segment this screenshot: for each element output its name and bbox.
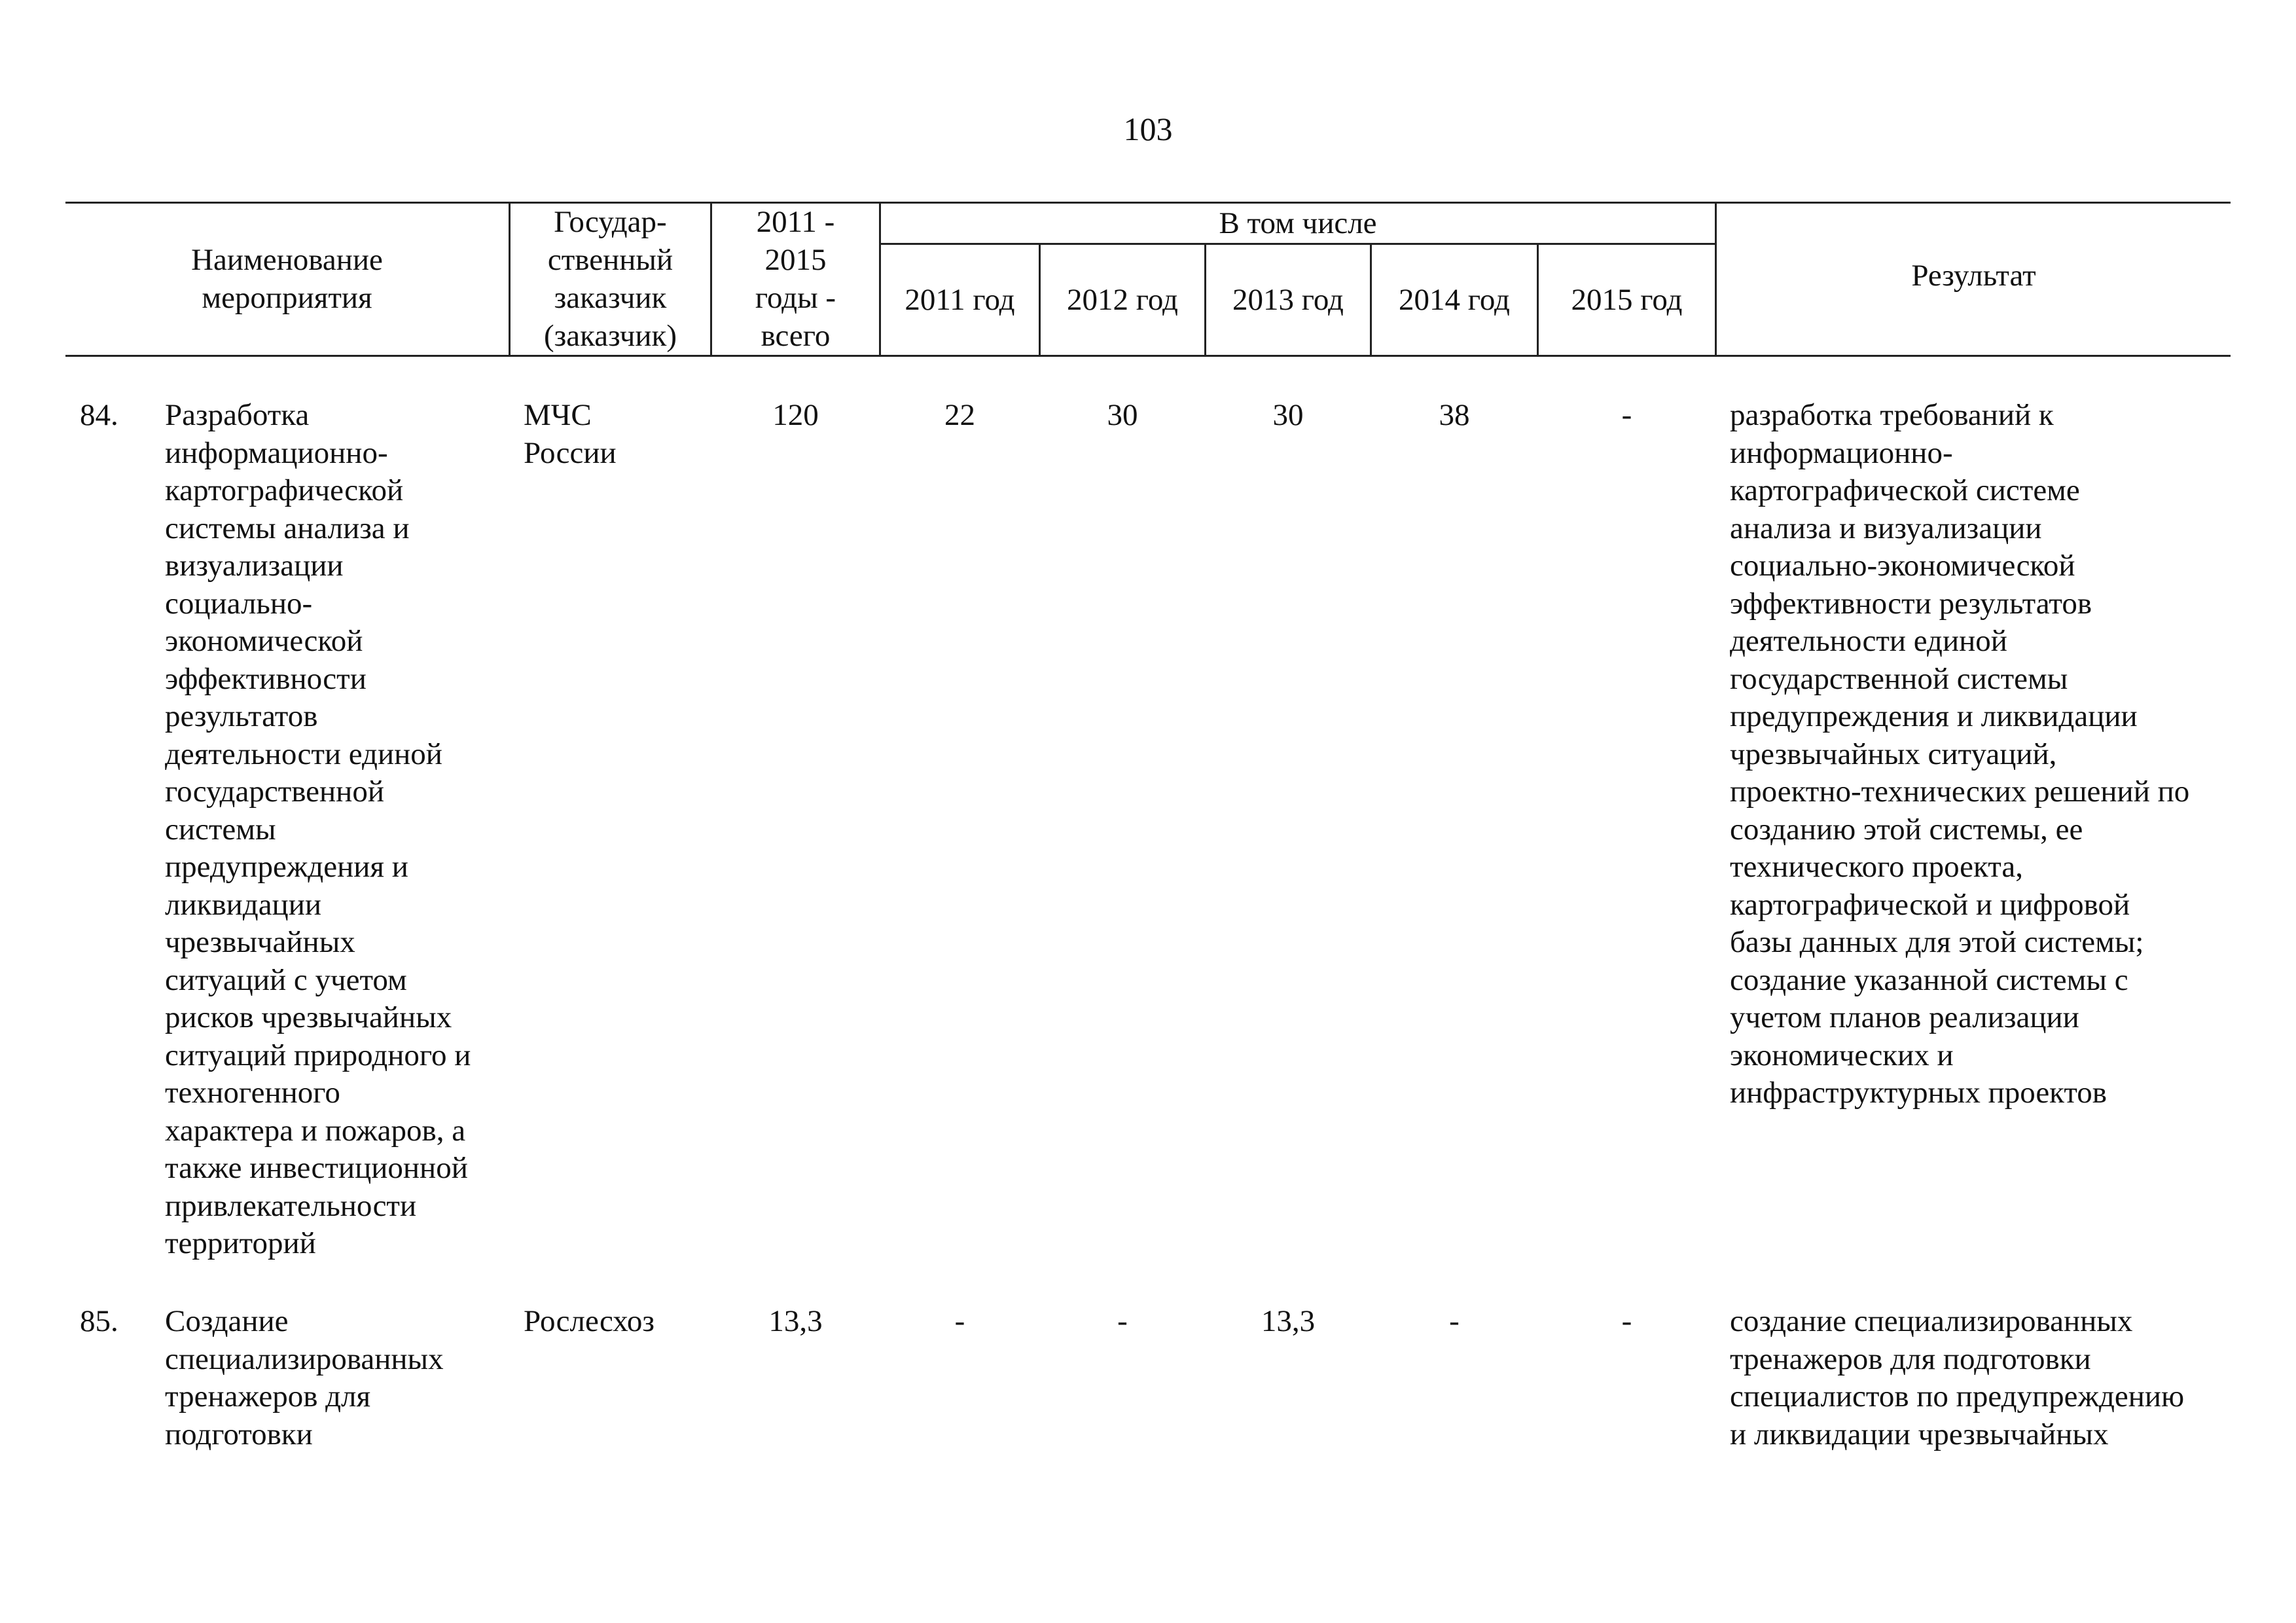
row-2012: 30: [1107, 398, 1138, 432]
header-result: Результат: [1911, 259, 2036, 293]
header-customer: Государ- ственный заказчик (заказчик): [544, 205, 677, 353]
header-total: 2011 - 2015 годы - всего: [755, 205, 836, 353]
row-result: разработка требований к информационно- картографической системе анализа и визуализации социально-экономической эффективности результатов деятельности единой государственной системы предупреждения и ликвидации чрезвычайных ситуаций, проектно-технических решений по созданию этой системы, ее технического проекта, картографической и цифровой базы данных для этой системы; создание указанной системы с учетом планов реализации экономических и инфраструктурных проектов: [1730, 398, 2190, 1110]
row-name: Создание специализированных тренажеров для подготовки: [165, 1304, 444, 1451]
row-2014: 38: [1439, 398, 1470, 432]
row-total: 13,3: [768, 1304, 823, 1338]
row-number: 85.: [80, 1304, 118, 1338]
row-2014: -: [1449, 1304, 1460, 1338]
header-year-2012: 2012 год: [1067, 283, 1178, 317]
row-2013: 13,3: [1261, 1304, 1316, 1338]
row-2015: -: [1621, 1304, 1632, 1338]
row-total: 120: [772, 398, 819, 432]
row-2013: 30: [1272, 398, 1304, 432]
row-2012: -: [1117, 1304, 1128, 1338]
header-year-2015: 2015 год: [1571, 283, 1683, 317]
row-name: Разработка информационно- картографической системы анализа и визуализации социально- экономической эффективности результатов деятельности единой государственной системы предупреждения и ликвидации чрезвычайных ситуаций с учетом рисков чрезвычайных ситуаций природного и техногенного характера и пожаров, а также инвестиционной привлекательности территорий: [165, 398, 471, 1260]
header-including: В том числе: [1219, 206, 1377, 240]
header-bottom-rule: [65, 355, 2231, 357]
row-customer: МЧС России: [524, 398, 617, 470]
page-number: 103: [1123, 111, 1173, 147]
row-number: 84.: [80, 398, 118, 432]
header-year-2013: 2013 год: [1232, 283, 1344, 317]
row-2011: -: [954, 1304, 965, 1338]
header-year-2014: 2014 год: [1399, 283, 1510, 317]
row-result: создание специализированных тренажеров для подготовки специалистов по предупреждению и ликвидации чрезвычайных: [1730, 1304, 2185, 1451]
header-name: Наименование мероприятия: [191, 243, 383, 315]
row-customer: Рослесхоз: [524, 1304, 655, 1338]
row-2015: -: [1621, 398, 1632, 432]
row-2011: 22: [944, 398, 975, 432]
header-year-2011: 2011 год: [905, 283, 1015, 317]
